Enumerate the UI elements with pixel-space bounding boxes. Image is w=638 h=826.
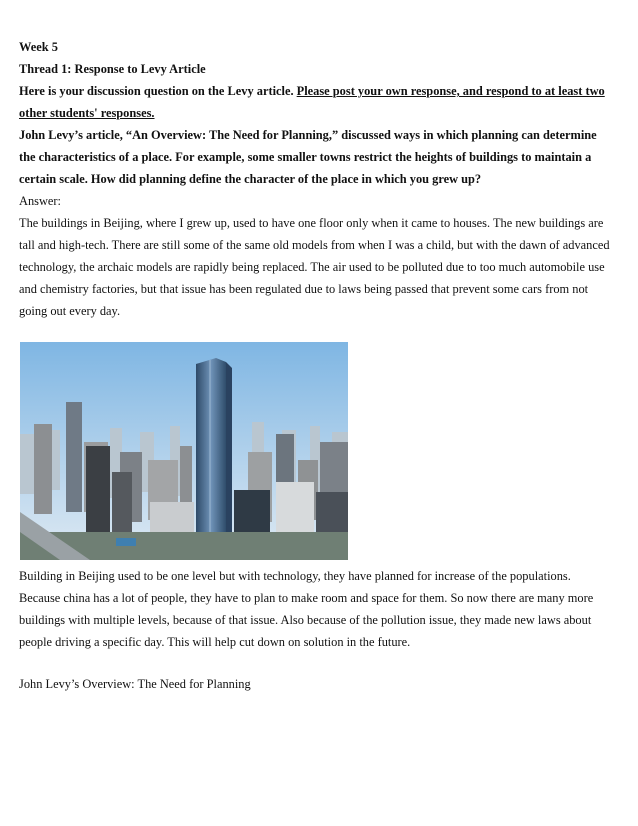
answer-p1-line-1: The buildings in Beijing, where I grew up, used to have one floor only when it came to houses. The new buildings are [19,216,604,230]
beijing-skyline-photo [20,342,348,560]
reference-citation: John Levy’s Overview: The Need for Planning [19,677,251,691]
answer-paragraph-1 [19,212,619,322]
instruction-line-1 [19,80,619,102]
answer-paragraph-2 [19,565,619,653]
thread-heading: Thread 1: Response to Levy Article [19,62,206,76]
answer-p1-line-2: tall and high-tech. There are still some of the same old models from when I was a child, but with the dawn of advanced [19,238,610,252]
instruction-underlined-2: other students' responses. [19,106,155,120]
question-line-3: certain scale. How did planning define the character of the place in which you grew up? [19,172,482,186]
answer-p1-line-4: and chemistry factories, but that issue has been regulated due to laws being passed that prevent some cars from not [19,282,589,296]
instruction-underlined-1: Please post your own response, and respond to at least two [296,84,605,98]
question-line-2: the characteristics of a place. For example, some smaller towns restrict the heights of buildings to maintain a [19,150,592,164]
answer-p1-line-3: technology, the archaic models are rapidly being replaced. The air used to be polluted due to too much automobile use [19,260,605,274]
week-heading: Week 5 [19,40,58,54]
instruction-lead: Here is your discussion question on the Levy article. [19,84,297,98]
question-line-1: John Levy’s article, “An Overview: The Need for Planning,” discussed ways in which planning can determine [19,128,597,142]
answer-p1-line-5: going out every day. [19,304,121,318]
answer-label: Answer: [19,194,61,208]
main-tower [196,358,232,552]
answer-p2-line-4: people driving a specific day. This will help cut down on solution in the future. [19,635,411,649]
answer-p2-line-1: Building in Beijing used to be one level but with technology, they have planned for increase of the populations. [19,569,571,583]
document-body [19,36,619,322]
answer-p2-line-2: Because china has a lot of people, they have to plan to make room and space for them. So now there are many more [19,591,594,605]
blue-roof [116,538,136,546]
answer-p2-line-3: buildings with multiple levels, because of that issue. Also because of the pollution issue, they made new laws about [19,613,592,627]
